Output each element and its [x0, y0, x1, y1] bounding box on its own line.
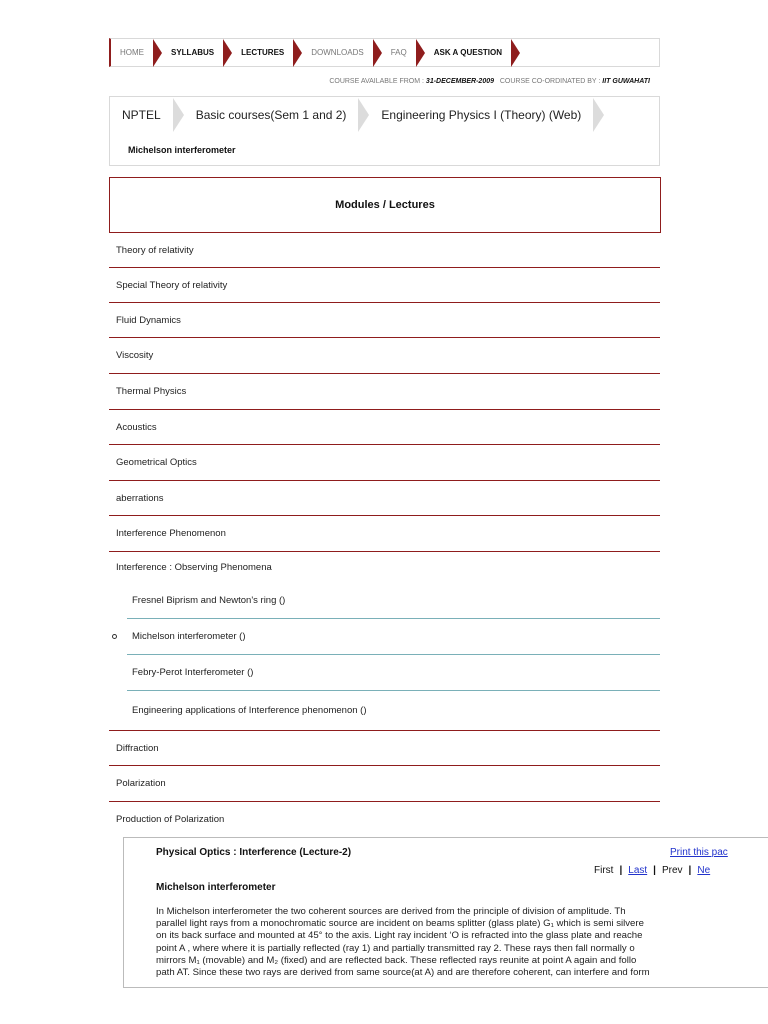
breadcrumb-separator-icon — [173, 98, 184, 132]
module-item[interactable]: Polarization — [109, 766, 660, 802]
lecture-content — [123, 837, 768, 988]
module-item-expanded[interactable]: Interference : Observing Phenomena — [116, 562, 272, 573]
breadcrumb — [110, 97, 604, 133]
current-bullet-icon — [112, 634, 117, 639]
module-item[interactable]: Viscosity — [109, 338, 660, 374]
module-list — [109, 233, 660, 837]
section-title: Michelson interferometer — [156, 882, 276, 893]
nav-lectures[interactable]: LECTURES — [241, 48, 285, 57]
module-item[interactable]: Production of Polarization — [116, 814, 225, 825]
lecture-item[interactable]: Engineering applications of Interference phenomenon () — [109, 691, 660, 731]
module-item[interactable]: Geometrical Optics — [109, 445, 660, 481]
nav-home[interactable]: HOME — [120, 48, 144, 57]
module-item[interactable]: Fluid Dynamics — [109, 303, 660, 338]
module-item[interactable]: Acoustics — [109, 410, 660, 445]
breadcrumb-separator-icon — [593, 98, 604, 132]
breadcrumb-nptel[interactable]: NPTEL — [122, 108, 161, 122]
nav-faq[interactable]: FAQ — [390, 48, 407, 57]
body-line: In Michelson interferometer the two coherent sources are derived from the principle of division of amplitude. Th — [156, 906, 626, 917]
pager-prev: Prev — [661, 865, 683, 876]
pager: First | Last | Prev | Ne — [594, 865, 711, 876]
lecture-body — [156, 906, 768, 979]
lecture-title: Physical Optics : Interference (Lecture-2) — [156, 847, 352, 858]
module-item[interactable]: aberrations — [109, 481, 660, 516]
coordinator: IIT GUWAHATI — [602, 78, 650, 85]
nav-ask-question[interactable]: ASK A QUESTION — [433, 48, 503, 57]
body-line: mirrors M₁ (movable) and M₂ (fixed) and are reflected back. These reflected rays reunite at point A again and follo — [156, 954, 637, 966]
module-item[interactable]: Interference Phenomenon — [109, 516, 660, 552]
body-line: parallel light rays from a monochromatic source are incident on beams splitter (glass plate) G₁ which is semi silvere — [156, 918, 644, 930]
module-item[interactable]: Diffraction — [109, 731, 660, 766]
course-info — [300, 78, 650, 85]
available-date: 31-DECEMBER-2009 — [425, 78, 495, 85]
lecture-item-label: Michelson interferometer () — [132, 631, 246, 642]
module-item[interactable]: Special Theory of relativity — [109, 268, 660, 303]
coordinated-label: COURSE CO-ORDINATED BY : — [499, 78, 601, 85]
top-navigation — [109, 38, 660, 67]
lecture-item-current[interactable] — [127, 619, 660, 655]
module-item[interactable]: Thermal Physics — [109, 374, 660, 410]
nav-arrow-icon — [293, 39, 302, 67]
pager-next-link[interactable]: Ne — [697, 865, 711, 876]
nav-arrow-icon — [153, 39, 162, 67]
module-item[interactable]: Theory of relativity — [109, 233, 660, 268]
print-page-link[interactable]: Print this pac — [670, 847, 728, 858]
nav-arrow-icon — [373, 39, 382, 67]
nav-syllabus[interactable]: SYLLABUS — [171, 48, 215, 57]
body-line: path AT. Since these two rays are derived from same source(at A) and are therefore coherent, can interfere and form — [156, 967, 650, 979]
modules-heading: Modules / Lectures — [109, 177, 661, 233]
nav-downloads[interactable]: DOWNLOADS — [311, 48, 364, 57]
pager-first: First — [594, 865, 614, 876]
nav-arrow-icon — [223, 39, 232, 67]
pager-last-link[interactable]: Last — [628, 865, 648, 876]
lecture-item[interactable]: Febry-Perot Interferometer () — [127, 655, 660, 691]
current-topic: Michelson interferometer — [128, 145, 236, 155]
nav-arrow-icon — [416, 39, 425, 67]
body-line: point A , where where it is partially reflected (ray 1) and partially transmitted ray 2. These rays then fall normally o — [156, 942, 635, 954]
breadcrumb-box — [109, 96, 660, 166]
lecture-item[interactable]: Fresnel Biprism and Newton's ring () — [127, 583, 660, 619]
breadcrumb-basic-courses[interactable]: Basic courses(Sem 1 and 2) — [195, 108, 347, 122]
nav-arrow-icon — [511, 39, 520, 67]
body-line: on its back surface and mounted at 45° to the axis. Light ray incident ‘O is refracted into the glass plate and reache — [156, 930, 643, 942]
available-label: COURSE AVAILABLE FROM : — [329, 78, 424, 85]
breadcrumb-course[interactable]: Engineering Physics I (Theory) (Web) — [381, 108, 582, 122]
breadcrumb-separator-icon — [358, 98, 369, 132]
